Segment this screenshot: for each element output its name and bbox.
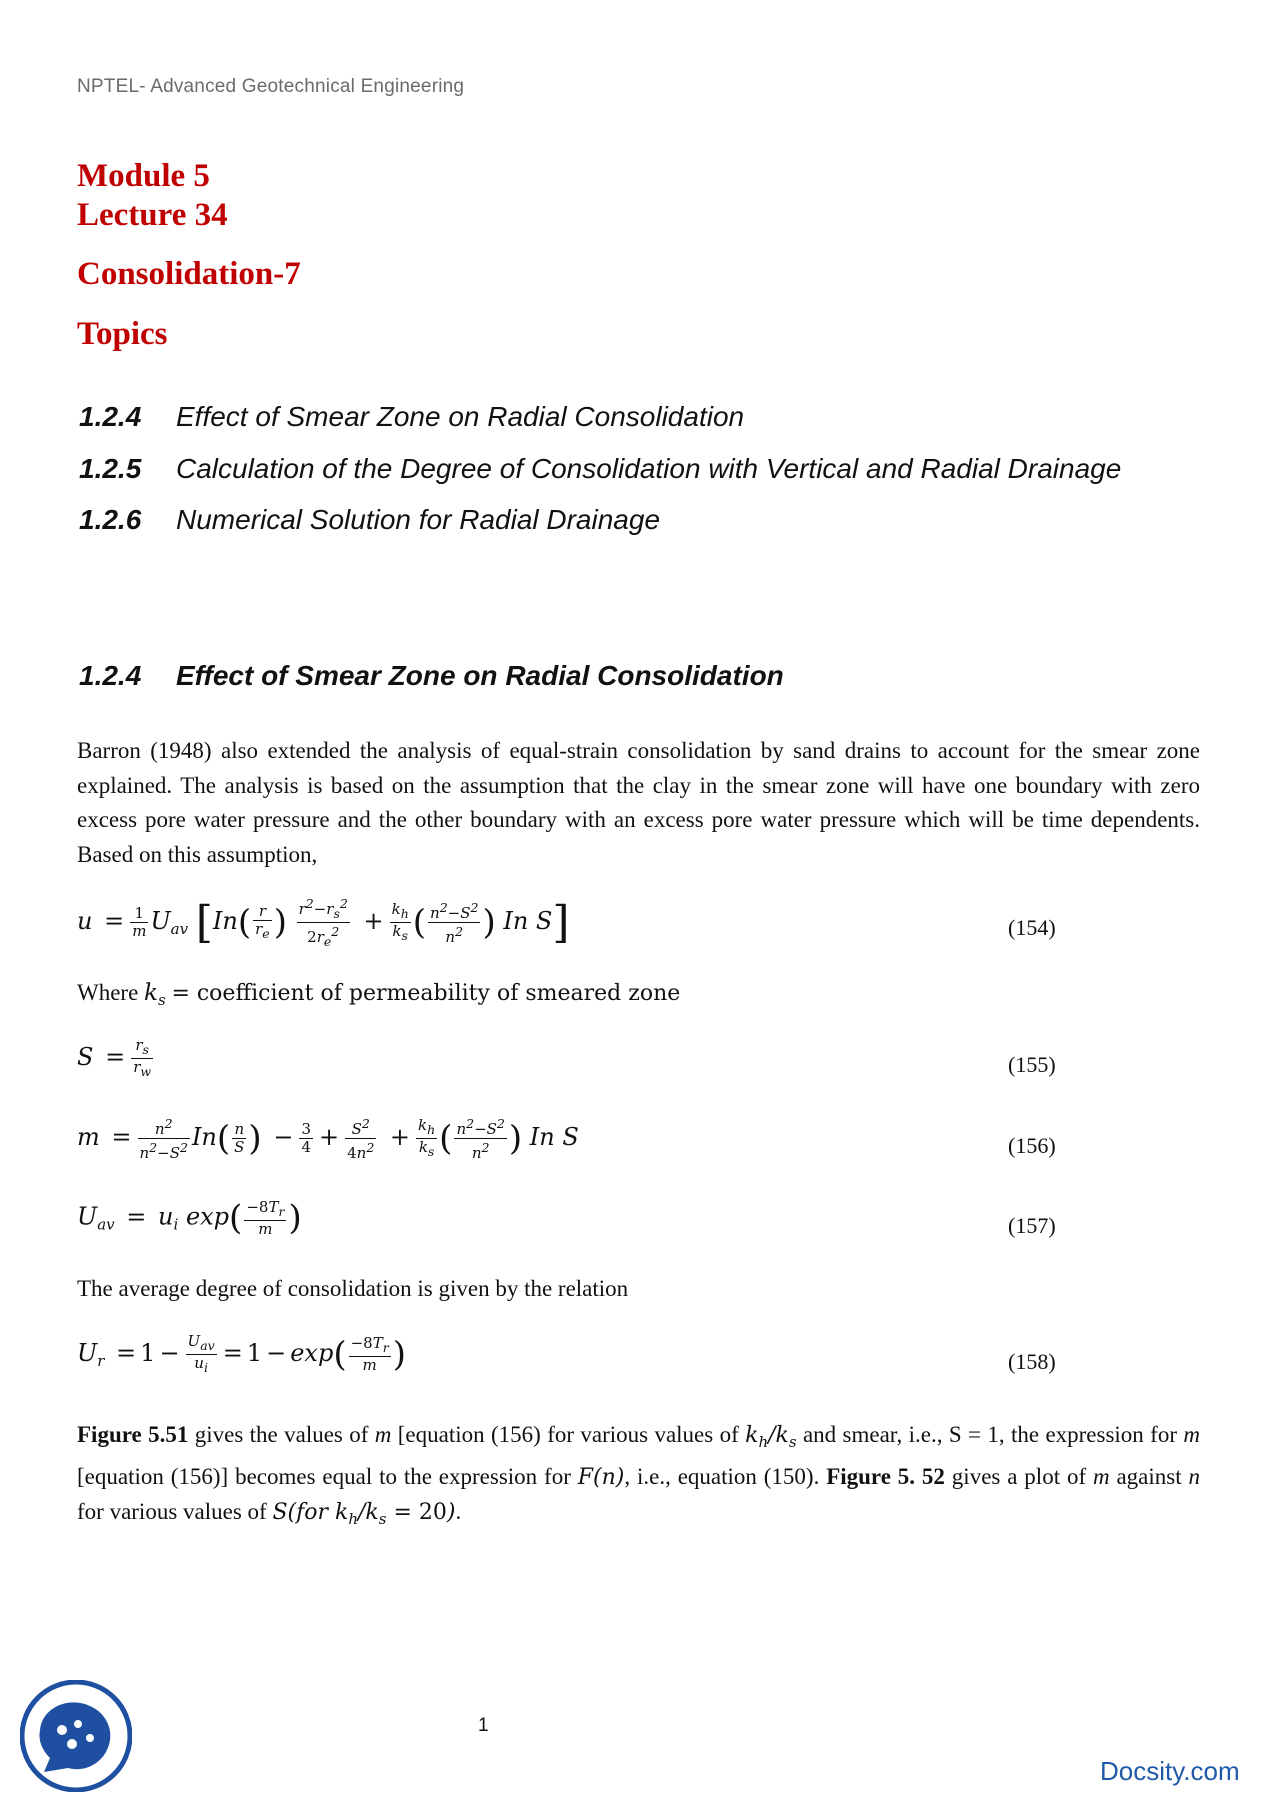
- figure-ref: Figure 5.51: [77, 1422, 189, 1447]
- equation-number: (158): [1008, 1349, 1056, 1374]
- where-label: Where: [77, 980, 139, 1005]
- docsity-logo-icon: [20, 1680, 132, 1792]
- average-degree-text: The average degree of consolidation is given by the relation: [77, 1276, 629, 1301]
- section-title: Effect of Smear Zone on Radial Consolidation: [176, 660, 784, 691]
- equation-number: (155): [1008, 1052, 1056, 1077]
- ks-symbol: $k_s$: [144, 980, 166, 1009]
- toc-item: [79, 453, 1121, 485]
- paragraph-figure-description: Figure 5.51 gives the values of m [equation (156) for various values of $k_h/k_s$ and smear, i.e., S = 1, the expression for m [equation (156)] becomes equal to the expression for F(n), i.e., equation (150). Figure 5. 52 gives a plot of m against n for various values of S(for $k_h/k_s = 20$).: [77, 1422, 1200, 1528]
- equation-number: (154): [1008, 915, 1056, 940]
- toc-number: 1.2.4: [79, 401, 142, 432]
- module-label: Module 5: [77, 158, 210, 194]
- toc-item: [79, 401, 744, 433]
- module-title: [77, 157, 228, 235]
- equation-number: (156): [1008, 1133, 1056, 1158]
- page-header: NPTEL- Advanced Geotechnical Engineering: [77, 76, 465, 97]
- topics-heading: Topics: [77, 316, 168, 352]
- lecture-label: Lecture 34: [77, 197, 228, 233]
- docsity-watermark[interactable]: Docsity.com: [1100, 1756, 1240, 1786]
- section-heading: [79, 660, 784, 692]
- equation-158: $U_r = 1$ − $\frac{U_{av}}{u_i}$ = 1 − exp( $\frac{-8T_r}{m}$ ): [77, 1332, 406, 1375]
- where-definition: [77, 980, 680, 1009]
- toc-text: Effect of Smear Zone on Radial Consolidation: [176, 401, 745, 432]
- equation-157: $U_{av} = u_i$ exp( $\frac{-8T_r}{m}$ ): [77, 1197, 302, 1238]
- where-def-text: = coefficient of permeability of smeared zone: [171, 981, 681, 1006]
- toc-text: Calculation of the Degree of Consolidation with Vertical and Radial Drainage: [176, 453, 1122, 484]
- equation-155: S = $\frac{r_s}{r_w}$: [77, 1036, 152, 1079]
- toc-number: 1.2.6: [79, 504, 142, 535]
- equation-number: (157): [1008, 1213, 1056, 1238]
- figure-ref: Figure 5. 52: [826, 1463, 945, 1489]
- equation-156: m = $\frac{n^2}{n^2-S^2}$ In( $\frac{n}{S}$ ) − $\frac{3}{4}$ + $\frac{S^2}{4n^2}$ + $\frac{k_h}{k_s}$ ( $\frac{n^2-S^2}{n^2}$ ) In S: [77, 1116, 579, 1162]
- page-number: 1: [478, 1715, 489, 1736]
- lecture-topic-title: Consolidation-7: [77, 256, 301, 292]
- paragraph-intro: Barron (1948) also extended the analysis of equal-strain consolidation by sand drains to account for the smear zone explained. The analysis is based on the assumption that the clay in the smear zone will have one boundary with zero excess pore water pressure and the other boundary with an excess pore water pressure which will be time dependents. Based on this assumption,: [77, 738, 1200, 867]
- equation-154: u = $\frac{1}{m}$ $U_{av}$ [In( $\frac{r}{r_e}$ ) $\frac{r^2-r_s^2}{2r_e^2}$ + $\frac{k_h}{k_s}$ ( $\frac{n^2-S^2}{n^2}$ ) In S]: [77, 896, 570, 949]
- toc-text: Numerical Solution for Radial Drainage: [176, 504, 661, 535]
- toc-item: [79, 504, 660, 536]
- toc-number: 1.2.5: [79, 453, 142, 484]
- section-number: 1.2.4: [79, 660, 142, 691]
